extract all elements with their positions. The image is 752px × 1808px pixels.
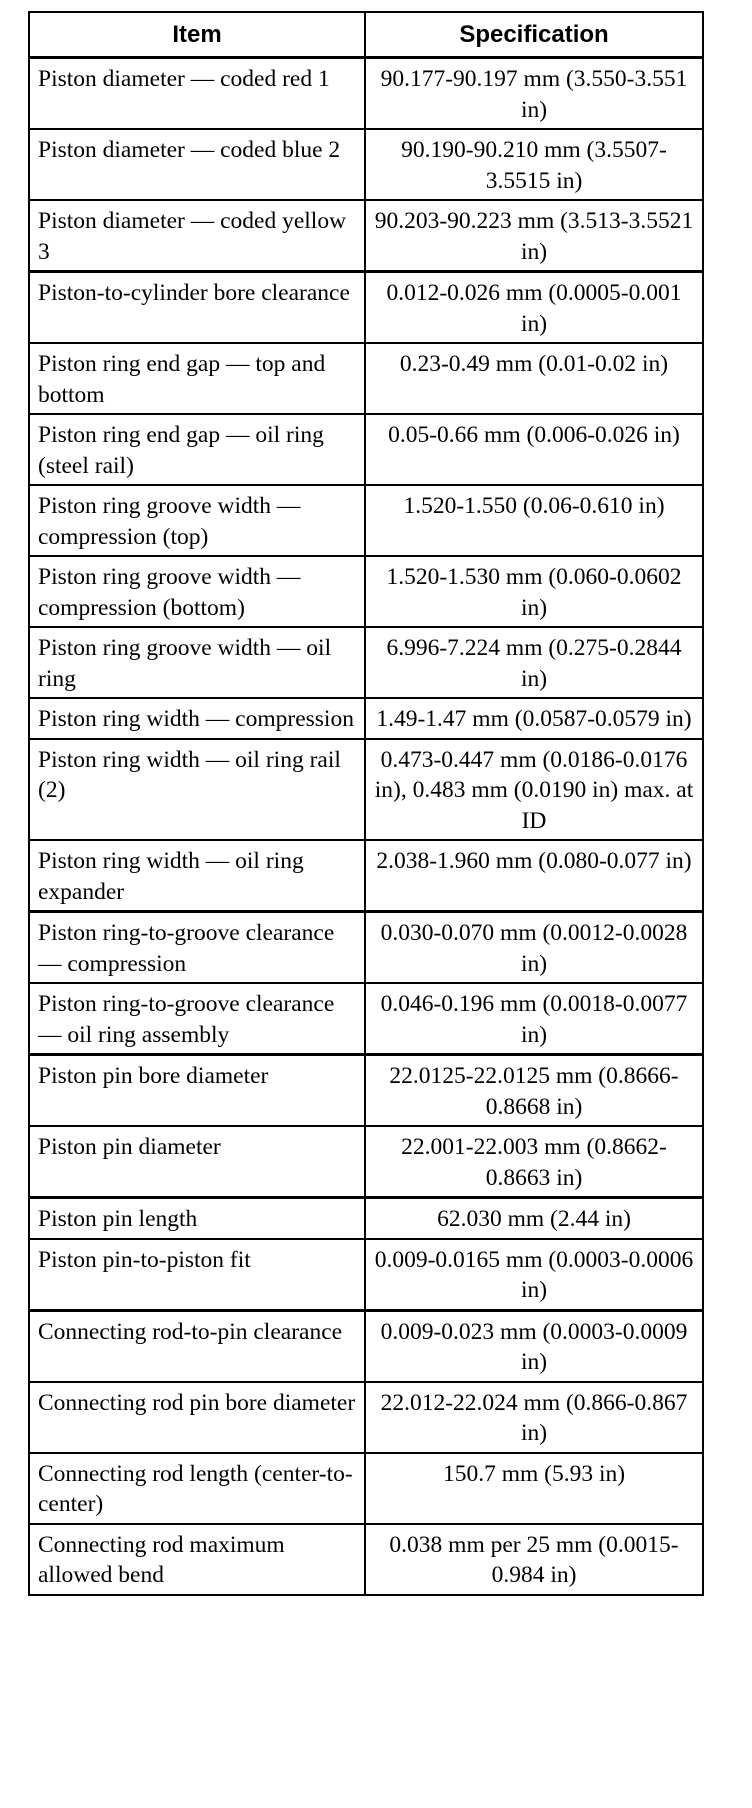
item-cell: Piston diameter — coded yellow 3 (29, 200, 365, 272)
table-body (29, 58, 703, 1595)
spec-cell: 0.012-0.026 mm (0.0005-0.001 in) (365, 272, 703, 344)
table-row (29, 556, 703, 627)
table-row (29, 912, 703, 984)
item-cell: Piston ring width — oil ring rail (2) (29, 739, 365, 841)
spec-cell: 0.038 mm per 25 mm (0.0015-0.984 in) (365, 1524, 703, 1595)
item-cell: Piston ring groove width — compression (top) (29, 485, 365, 556)
item-cell: Piston ring-to-groove clearance — compression (29, 912, 365, 984)
item-cell: Piston ring end gap — top and bottom (29, 343, 365, 414)
table-row (29, 1453, 703, 1524)
spec-cell: 150.7 mm (5.93 in) (365, 1453, 703, 1524)
spec-cell: 1.520-1.530 mm (0.060-0.0602 in) (365, 556, 703, 627)
item-cell: Connecting rod-to-pin clearance (29, 1310, 365, 1382)
item-cell: Connecting rod length (center-to-center) (29, 1453, 365, 1524)
item-cell: Piston ring width — oil ring expander (29, 840, 365, 912)
spec-cell: 22.001-22.003 mm (0.8662-0.8663 in) (365, 1126, 703, 1198)
table-row (29, 983, 703, 1055)
spec-cell: 22.0125-22.0125 mm (0.8666-0.8668 in) (365, 1055, 703, 1127)
table-row (29, 129, 703, 200)
header-row (29, 12, 703, 58)
item-cell: Piston pin bore diameter (29, 1055, 365, 1127)
spec-cell: 2.038-1.960 mm (0.080-0.077 in) (365, 840, 703, 912)
spec-cell: 90.177-90.197 mm (3.550-3.551 in) (365, 58, 703, 130)
spec-cell: 0.009-0.0165 mm (0.0003-0.0006 in) (365, 1239, 703, 1311)
table-row (29, 414, 703, 485)
item-cell: Piston ring-to-groove clearance — oil ring assembly (29, 983, 365, 1055)
spec-cell: 22.012-22.024 mm (0.866-0.867 in) (365, 1382, 703, 1453)
table-row (29, 272, 703, 344)
table-row (29, 1126, 703, 1198)
table-row (29, 1310, 703, 1382)
item-cell: Piston pin diameter (29, 1126, 365, 1198)
item-cell: Piston pin length (29, 1198, 365, 1239)
table-row (29, 1198, 703, 1239)
spec-cell: 90.203-90.223 mm (3.513-3.5521 in) (365, 200, 703, 272)
item-cell: Piston ring width — compression (29, 698, 365, 739)
table-row (29, 485, 703, 556)
table-header (29, 12, 703, 58)
table-row (29, 627, 703, 698)
spec-cell: 0.05-0.66 mm (0.006-0.026 in) (365, 414, 703, 485)
spec-cell: 0.473-0.447 mm (0.0186-0.0176 in), 0.483 mm (0.0190 in) max. at ID (365, 739, 703, 841)
table-row (29, 58, 703, 130)
spec-cell: 0.030-0.070 mm (0.0012-0.0028 in) (365, 912, 703, 984)
header-item: Item (29, 12, 365, 58)
item-cell: Piston diameter — coded red 1 (29, 58, 365, 130)
spec-cell: 0.23-0.49 mm (0.01-0.02 in) (365, 343, 703, 414)
spec-cell: 6.996-7.224 mm (0.275-0.2844 in) (365, 627, 703, 698)
spec-cell: 62.030 mm (2.44 in) (365, 1198, 703, 1239)
item-cell: Connecting rod pin bore diameter (29, 1382, 365, 1453)
table-row (29, 1239, 703, 1311)
header-specification: Specification (365, 12, 703, 58)
item-cell: Piston diameter — coded blue 2 (29, 129, 365, 200)
item-cell: Piston ring end gap — oil ring (steel rail) (29, 414, 365, 485)
item-cell: Piston-to-cylinder bore clearance (29, 272, 365, 344)
specification-table (28, 11, 704, 1596)
item-cell: Piston ring groove width — oil ring (29, 627, 365, 698)
spec-cell: 1.520-1.550 (0.06-0.610 in) (365, 485, 703, 556)
table-row (29, 200, 703, 272)
item-cell: Connecting rod maximum allowed bend (29, 1524, 365, 1595)
table-row (29, 1524, 703, 1595)
table-row (29, 739, 703, 841)
item-cell: Piston ring groove width — compression (bottom) (29, 556, 365, 627)
table-row (29, 1055, 703, 1127)
item-cell: Piston pin-to-piston fit (29, 1239, 365, 1311)
table-row (29, 840, 703, 912)
table-row (29, 1382, 703, 1453)
spec-cell: 0.009-0.023 mm (0.0003-0.0009 in) (365, 1310, 703, 1382)
spec-cell: 0.046-0.196 mm (0.0018-0.0077 in) (365, 983, 703, 1055)
table-row (29, 698, 703, 739)
table-row (29, 343, 703, 414)
spec-cell: 90.190-90.210 mm (3.5507-3.5515 in) (365, 129, 703, 200)
spec-cell: 1.49-1.47 mm (0.0587-0.0579 in) (365, 698, 703, 739)
